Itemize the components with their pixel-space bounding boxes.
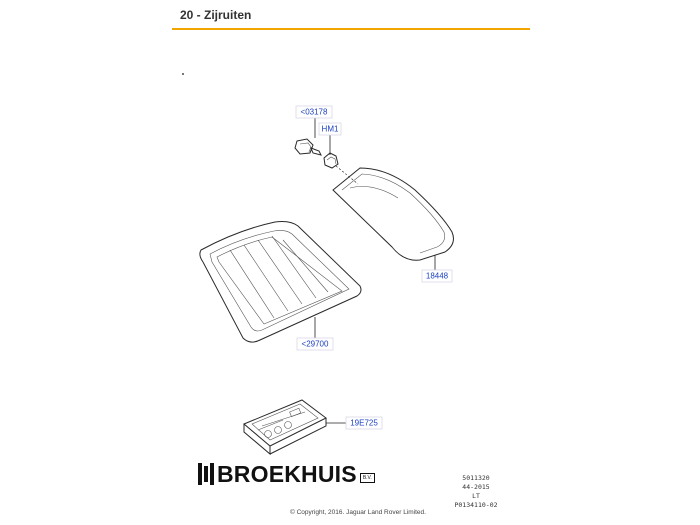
reference-line: 5011320 bbox=[462, 474, 490, 482]
callout-18448[interactable] bbox=[422, 270, 452, 282]
fastener-clip-drawing bbox=[295, 139, 321, 155]
callout-hm1[interactable] bbox=[319, 123, 341, 135]
callout-label: <03178 bbox=[300, 107, 328, 117]
callout-29700[interactable] bbox=[297, 338, 333, 350]
page-title: 20 - Zijruiten bbox=[180, 8, 252, 22]
callout-19e725[interactable] bbox=[346, 417, 382, 429]
rear-quarter-glass-drawing bbox=[333, 168, 453, 260]
copyright-text: © Copyright, 2016. Jaguar Land Rover Limited. bbox=[290, 509, 426, 516]
reference-line: P0134110-02 bbox=[454, 501, 498, 509]
callout-label: 18448 bbox=[425, 271, 449, 281]
callout-label: HM1 bbox=[321, 124, 339, 134]
grommet-drawing bbox=[324, 153, 338, 168]
broekhuis-logo bbox=[198, 462, 375, 486]
side-window-glass-drawing bbox=[200, 222, 361, 343]
callout-label: 19E725 bbox=[350, 418, 378, 428]
reference-line: 44-2015 bbox=[462, 483, 490, 491]
callout-03178[interactable] bbox=[296, 106, 332, 118]
repair-kit-tray-drawing bbox=[244, 400, 326, 454]
logo-suffix: B.V. bbox=[360, 473, 375, 483]
logo-text: BROEKHUIS bbox=[217, 460, 357, 487]
reference-block bbox=[448, 474, 504, 510]
logo-mark-icon bbox=[198, 463, 214, 485]
callout-label: <29700 bbox=[301, 339, 329, 349]
reference-line: LT bbox=[472, 492, 480, 500]
